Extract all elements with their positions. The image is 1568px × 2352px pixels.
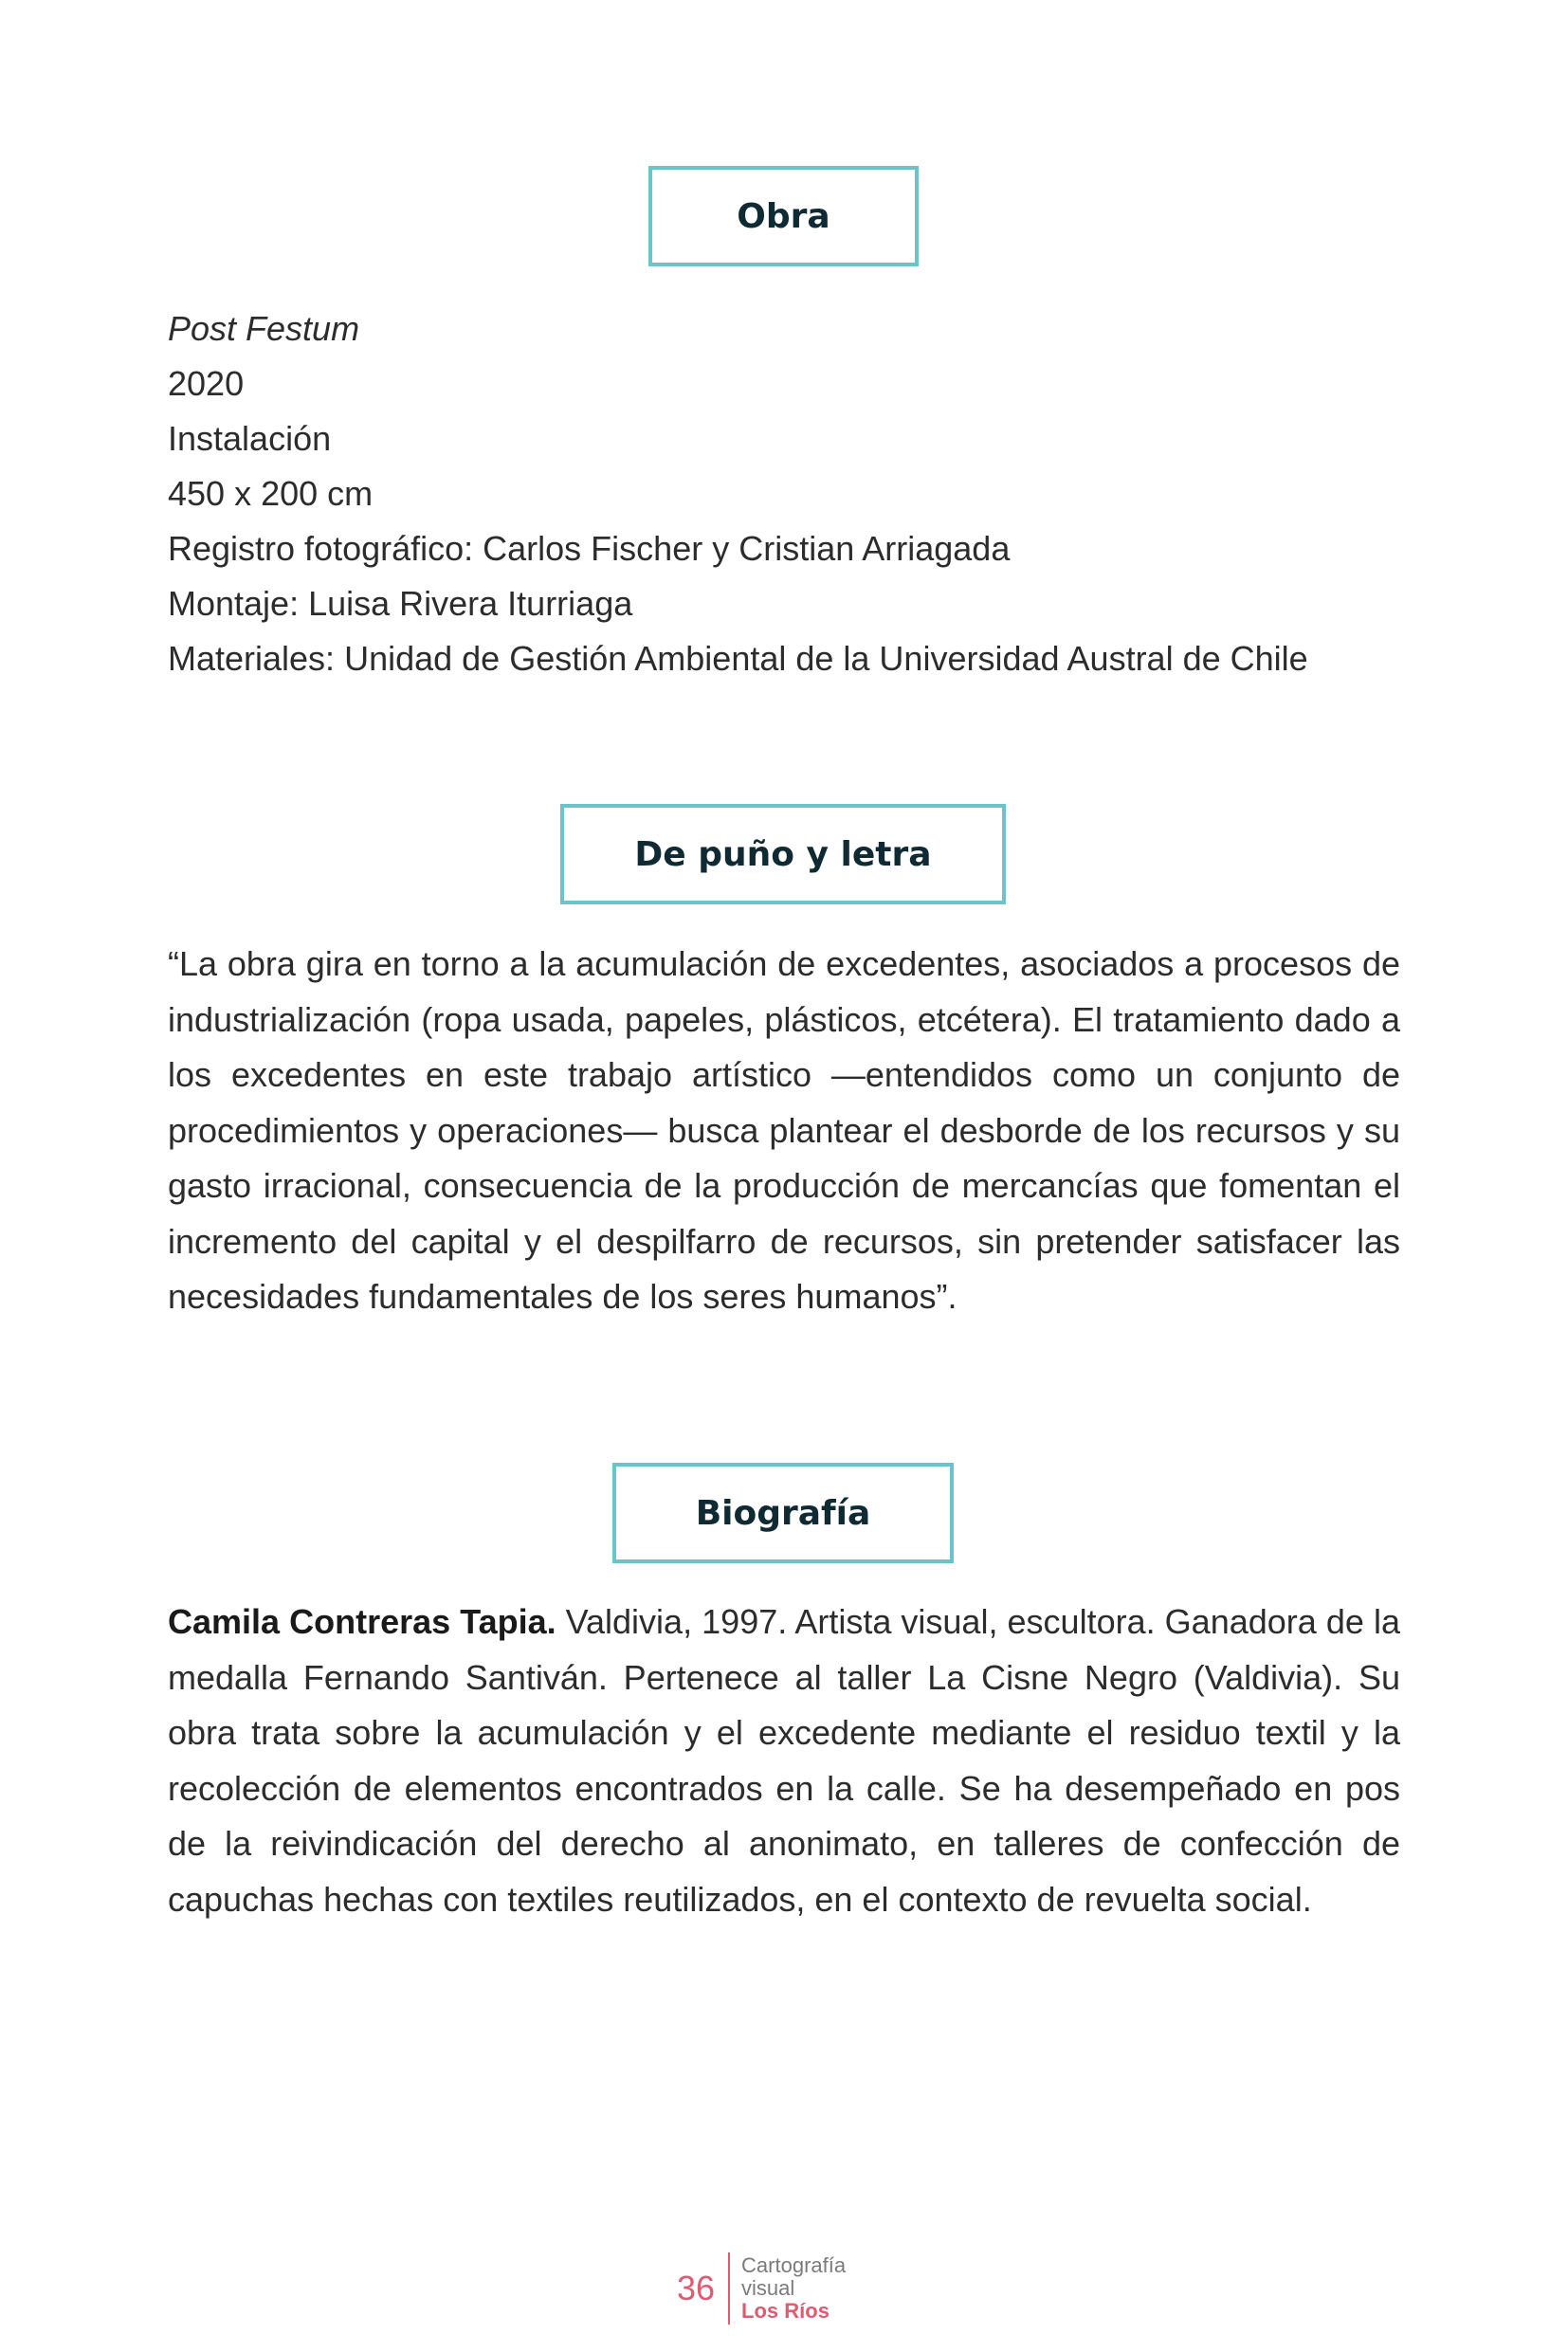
footer-divider bbox=[728, 2252, 730, 2325]
heading-obra-label: Obra bbox=[737, 196, 830, 236]
artist-name: Camila Contreras Tapia. bbox=[168, 1602, 556, 1641]
montaje-credit: Montaje: Luisa Rivera Iturriaga bbox=[168, 584, 633, 623]
work-title: Post Festum bbox=[168, 309, 360, 348]
heading-bio-label: Biografía bbox=[695, 1493, 871, 1533]
artist-biography bbox=[168, 1595, 1400, 1927]
brand-line-1: Cartografía bbox=[741, 2253, 847, 2277]
publication-brand bbox=[741, 2254, 846, 2323]
page-number: 36 bbox=[677, 2269, 716, 2307]
work-type: Instalación bbox=[168, 419, 332, 458]
artist-quote: “La obra gira en torno a la acumulación de excedentes, asociados a procesos de industrialización (ropa usada, papeles, plásticos, etcétera). El tratamiento dado a los excedentes en este trabajo artístico —entendidos como un conjunto de procedimientos y operaciones— busca plantear el desborde de los recursos y su gasto irracional, consecuencia de la producción de mercancías que fomentan el incremento del capital y el despilfarro de recursos, sin pretender satisfacer las necesidades fundamentales de los seres humanos”. bbox=[168, 944, 1400, 1316]
materials-credit: Materiales: Unidad de Gestión Ambiental de la Universidad Austral de Chile bbox=[168, 639, 1308, 678]
work-year: 2020 bbox=[168, 364, 245, 403]
section-heading-puno-y-letra bbox=[560, 804, 1006, 904]
obra-details bbox=[168, 301, 1400, 686]
section-heading-obra bbox=[648, 166, 919, 266]
heading-puno-label: De puño y letra bbox=[634, 834, 932, 874]
photo-credit: Registro fotográfico: Carlos Fischer y Cristian Arriagada bbox=[168, 529, 1011, 568]
page-footer bbox=[677, 2251, 846, 2326]
work-dimensions: 450 x 200 cm bbox=[168, 474, 374, 513]
brand-line-2: visual bbox=[741, 2276, 795, 2300]
biography-text: Valdivia, 1997. Artista visual, escultora. Ganadora de la medalla Fernando Santiván. Pertenece al taller La Cisne Negro (Valdivia). Su obra trata sobre la acumulación y el excedente mediante el residuo textil y la recolección de elementos encontrados en la calle. Se ha desempeñado en pos de la reivindicación del derecho al anonimato, en talleres de confección de capuchas hechas con textiles reutilizados, en el contexto de revuelta social. bbox=[168, 1602, 1400, 1919]
section-heading-biografia bbox=[612, 1463, 954, 1563]
brand-line-3: Los Ríos bbox=[741, 2299, 830, 2323]
